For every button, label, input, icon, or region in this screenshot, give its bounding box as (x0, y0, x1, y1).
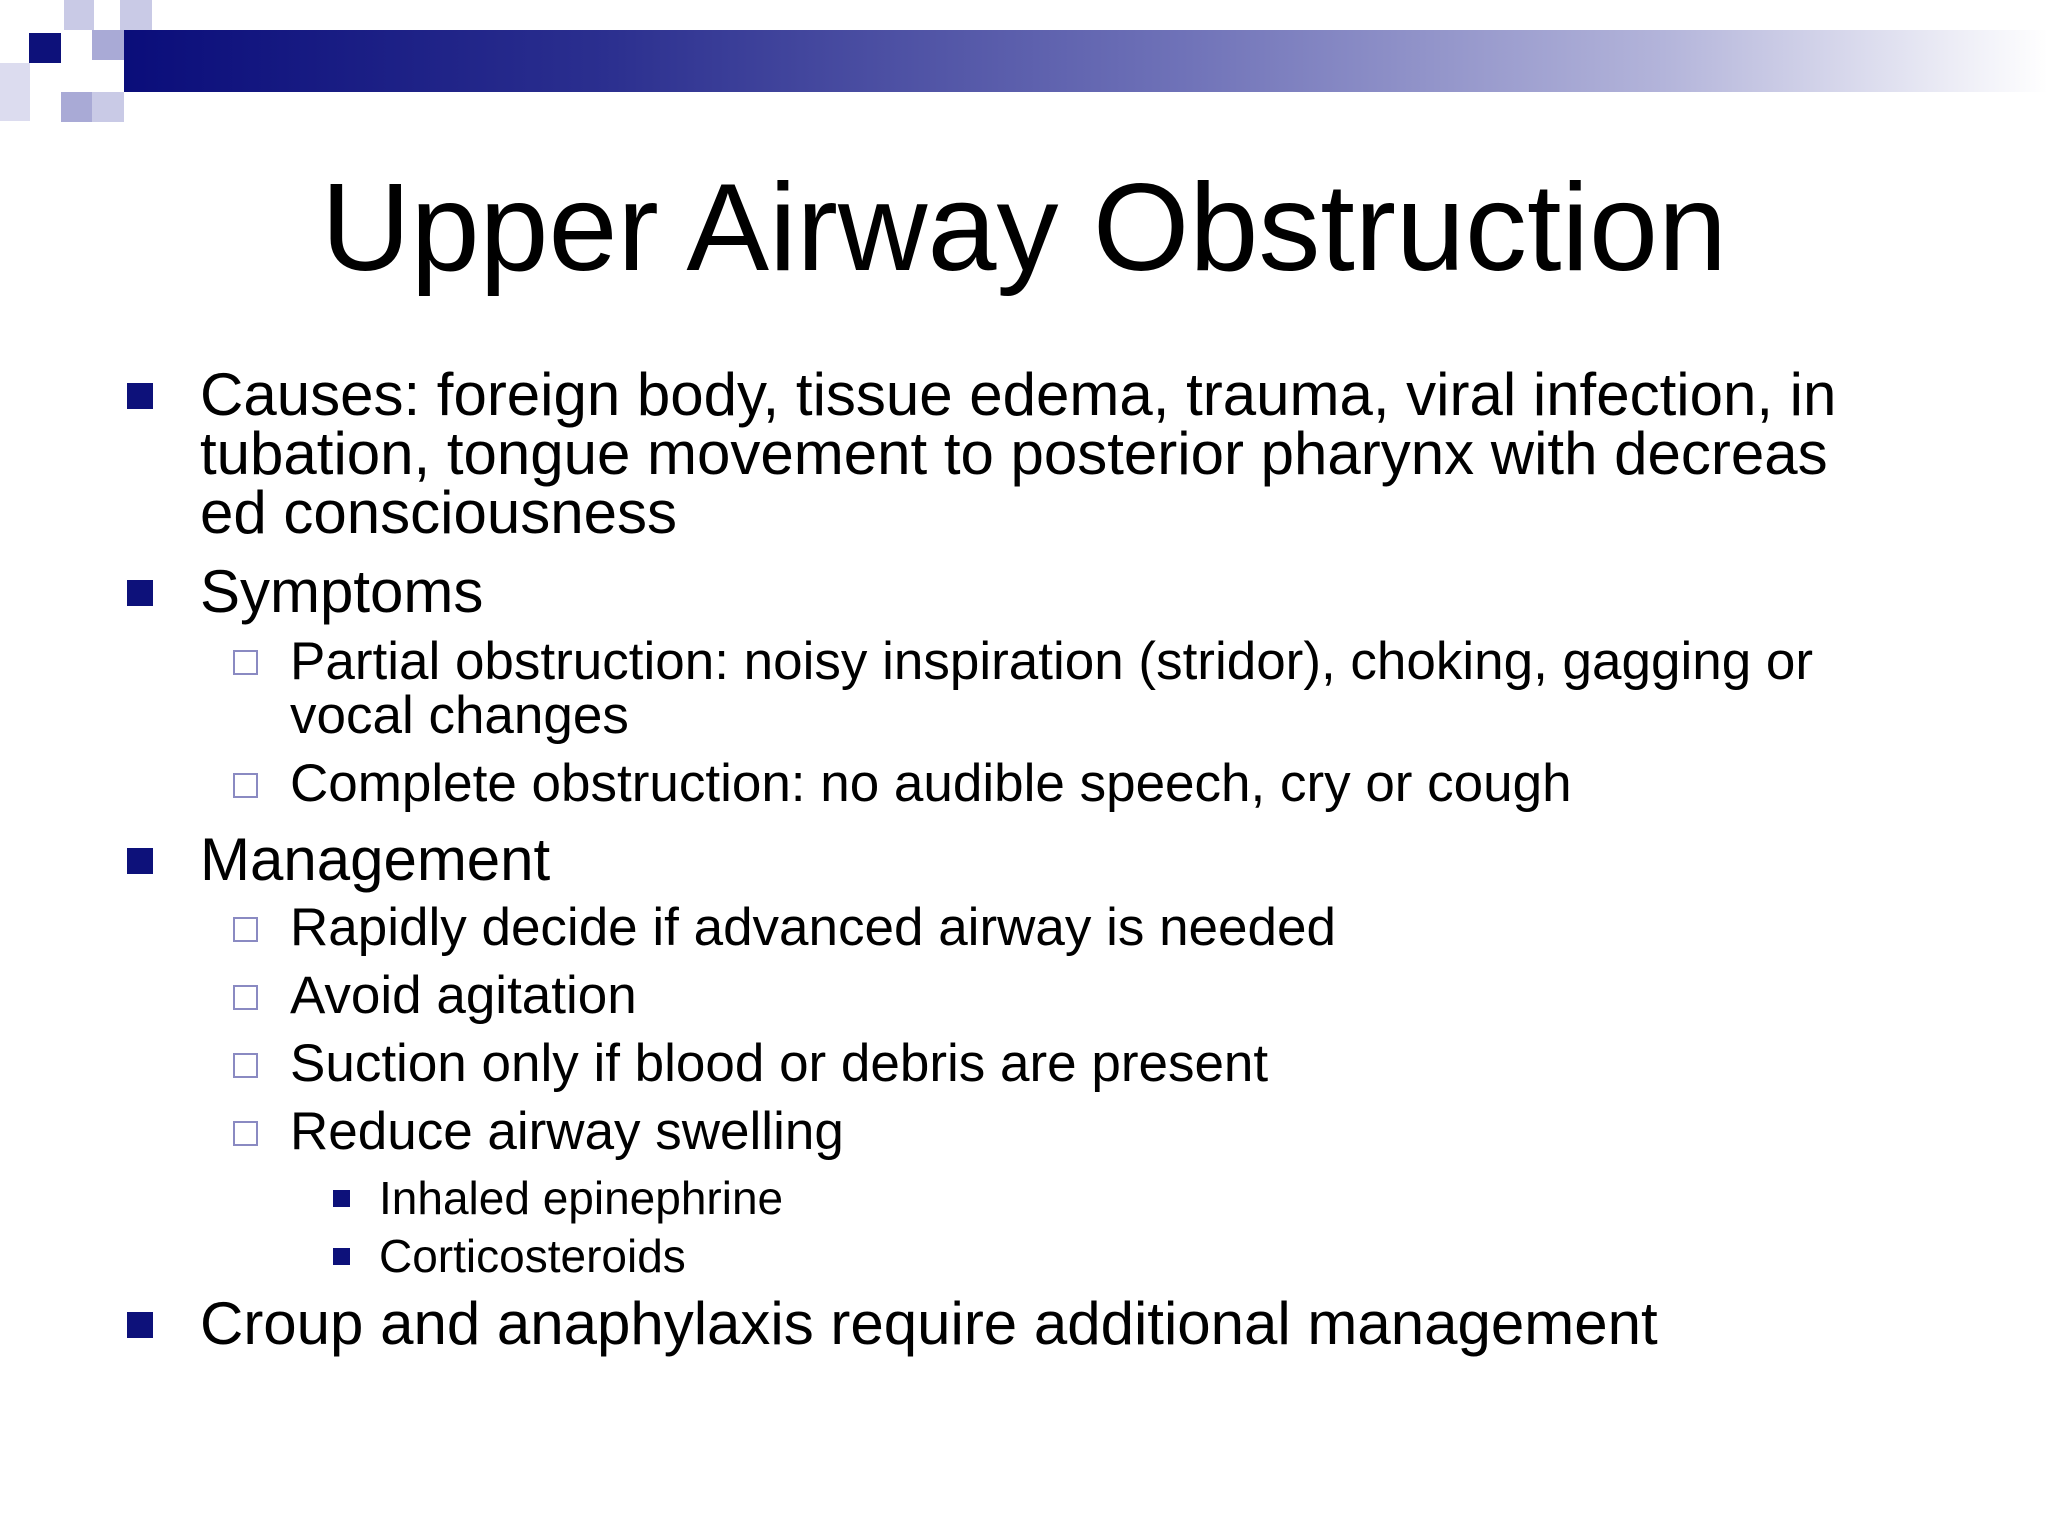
management-item: Avoid agitation (290, 966, 637, 1025)
symptoms-label: Symptoms (200, 558, 484, 625)
management-item: Rapidly decide if advanced airway is needed (290, 898, 1336, 957)
management-item: Suction only if blood or debris are present (290, 1034, 1269, 1093)
slide-title: Upper Airway Obstruction (321, 159, 1727, 297)
bullet-hollow-square-icon (233, 917, 258, 942)
bullet-small-square-icon (333, 1190, 350, 1207)
management-label: Management (200, 826, 551, 893)
croup-anaphylaxis: Croup and anaphylaxis require additional management (200, 1290, 1658, 1357)
bullet-hollow-square-icon (233, 773, 258, 798)
causes-line-3: ed consciousness (200, 479, 677, 546)
bullet-square-icon (127, 383, 153, 409)
bullet-small-square-icon (333, 1248, 350, 1265)
swelling-subitem: Inhaled epinephrine (379, 1172, 784, 1224)
symptom-partial-line-1: Partial obstruction: noisy inspiration (stridor), choking, gagging or (290, 632, 1814, 691)
bullet-hollow-square-icon (233, 1121, 258, 1146)
bullet-hollow-square-icon (233, 650, 258, 675)
bullet-square-icon (127, 1312, 153, 1338)
management-item: Reduce airway swelling (290, 1102, 844, 1161)
bullet-square-icon (127, 848, 153, 874)
bullet-square-icon (127, 580, 153, 606)
bullet-hollow-square-icon (233, 1053, 258, 1078)
symptom-partial-line-2: vocal changes (290, 686, 629, 745)
swelling-subitem: Corticosteroids (379, 1230, 686, 1282)
causes-line-1: Causes: foreign body, tissue edema, trauma, viral infection, in (200, 361, 1837, 428)
symptom-complete: Complete obstruction: no audible speech, cry or cough (290, 754, 1572, 813)
causes-line-2: tubation, tongue movement to posterior pharynx with decreas (200, 420, 1828, 487)
bullet-hollow-square-icon (233, 985, 258, 1010)
